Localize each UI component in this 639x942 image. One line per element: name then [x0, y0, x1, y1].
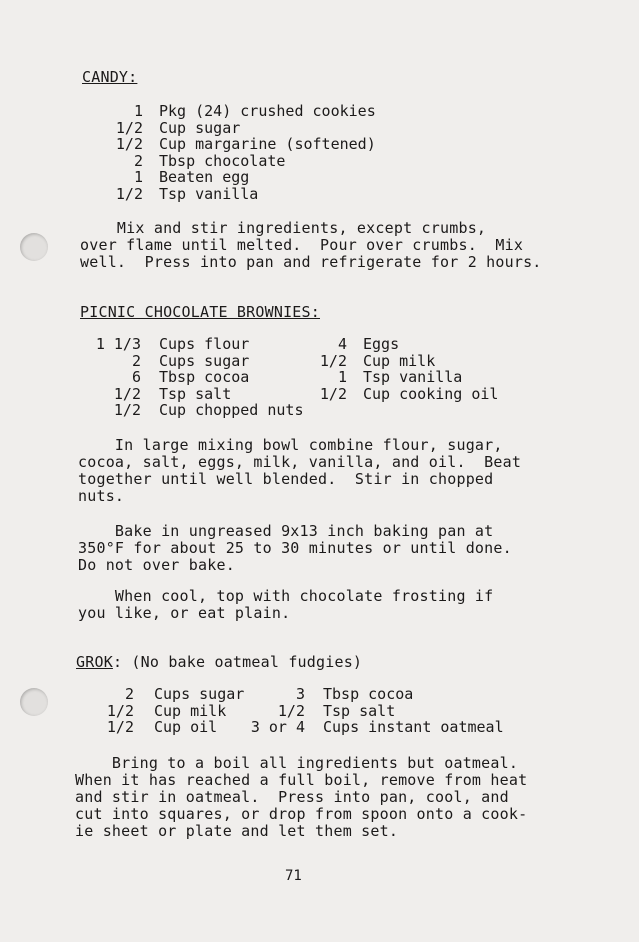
ingredient-item: Tbsp cocoa	[323, 685, 414, 703]
ingredient-qty: 1/2	[113, 401, 141, 420]
ingredient-item: Cup margarine (softened)	[159, 135, 376, 154]
ingredient-row	[100, 169, 376, 186]
ingredient-row	[100, 103, 376, 120]
ingredient-item: Beaten egg	[159, 168, 250, 187]
text-line: Do not over bake.	[78, 556, 235, 574]
ingredient-qty: 1/2	[319, 351, 347, 370]
text-line: 350°F for about 25 to 30 minutes or until done.	[78, 539, 512, 557]
ingredient-item: Cups sugar	[159, 351, 250, 370]
ingredient-qty: 3 or 4	[250, 718, 305, 737]
ingredient-row	[245, 686, 504, 703]
ingredient-item: Cup milk	[154, 701, 227, 720]
ingredient-row	[100, 686, 244, 703]
ingredient-qty: 2	[133, 151, 143, 170]
ingredient-item: Cups flour	[159, 335, 250, 353]
ingredient-item: Cup milk	[363, 351, 436, 370]
ingredient-qty: 1/2	[277, 701, 305, 720]
ingredient-qty: 1/2	[106, 718, 134, 737]
ingredient-item: Cup oil	[154, 718, 218, 737]
ingredient-qty: 2	[131, 351, 141, 370]
ingredient-item: Cup chopped nuts	[159, 401, 304, 420]
ingredient-qty: 4	[337, 335, 347, 353]
ingredient-row	[100, 153, 376, 170]
grok-directions	[75, 755, 527, 840]
ingredient-item: Cup cooking oil	[363, 384, 499, 403]
text-line: Mix and stir ingredients, except crumbs,	[80, 219, 487, 237]
text-line: When cool, top with chocolate frosting if	[78, 587, 494, 605]
ingredient-qty: 2	[124, 685, 134, 703]
candy-heading: CANDY:	[82, 68, 138, 86]
brownies-ingredients-right	[305, 336, 498, 402]
grok-subtitle: : (No bake oatmeal fudgies)	[112, 653, 363, 671]
ingredient-qty: 1 1/3	[95, 335, 141, 353]
ingredient-item: Tbsp chocolate	[159, 151, 286, 170]
ingredient-qty: 3	[295, 685, 305, 703]
ingredient-row	[88, 402, 304, 419]
ingredient-qty: 1	[337, 368, 347, 387]
text-line: you like, or eat plain.	[78, 604, 291, 622]
ingredient-row	[88, 369, 304, 386]
ingredient-row	[88, 353, 304, 370]
page-number: 71	[285, 868, 302, 884]
ingredient-row	[305, 369, 498, 386]
brownies-baking-directions	[78, 523, 512, 574]
binder-hole	[20, 688, 48, 716]
ingredient-row	[305, 386, 498, 403]
ingredient-item: Pkg (24) crushed cookies	[159, 102, 376, 120]
grok-heading: GROK	[76, 653, 113, 671]
ingredient-qty: 1/2	[115, 118, 143, 137]
brownies-heading: PICNIC CHOCOLATE BROWNIES:	[80, 303, 320, 321]
brownies-mixing-directions	[78, 437, 521, 505]
text-line: well. Press into pan and refrigerate for 2 hours.	[80, 253, 542, 271]
ingredient-item: Tsp salt	[159, 384, 232, 403]
ingredient-row	[100, 186, 376, 203]
ingredient-row	[245, 703, 504, 720]
ingredient-row	[88, 336, 304, 353]
ingredient-item: Cup sugar	[159, 118, 241, 137]
binder-hole	[20, 233, 48, 261]
ingredient-row	[100, 136, 376, 153]
brownies-frosting-directions	[78, 588, 493, 622]
ingredient-qty: 6	[131, 368, 141, 387]
text-line: In large mixing bowl combine flour, sugar,	[78, 436, 503, 454]
ingredient-item: Eggs	[363, 335, 400, 353]
ingredient-qty: 1	[133, 168, 143, 187]
ingredient-row	[88, 386, 304, 403]
text-line: cocoa, salt, eggs, milk, vanilla, and oil. Beat	[78, 453, 522, 471]
text-line: Bring to a boil all ingredients but oatmeal.	[75, 754, 519, 772]
ingredient-row	[100, 719, 244, 736]
ingredient-row	[305, 353, 498, 370]
brownies-ingredients-left	[88, 336, 304, 419]
ingredient-item: Tbsp cocoa	[159, 368, 250, 387]
ingredient-item: Tsp vanilla	[363, 368, 463, 387]
text-line: together until well blended. Stir in chopped	[78, 470, 494, 488]
grok-heading-line	[76, 653, 362, 671]
text-line: When it has reached a full boil, remove from heat	[75, 771, 528, 789]
candy-ingredient-list	[100, 103, 376, 203]
ingredient-item: Cups instant oatmeal	[323, 718, 504, 737]
candy-directions	[80, 220, 542, 271]
ingredient-qty: 1/2	[115, 135, 143, 154]
ingredient-qty: 1/2	[113, 384, 141, 403]
ingredient-row	[100, 120, 376, 137]
ingredient-item: Tsp vanilla	[159, 184, 259, 203]
text-line: nuts.	[78, 487, 125, 505]
text-line: ie sheet or plate and let them set.	[75, 822, 399, 840]
grok-ingredients-left	[100, 686, 244, 736]
ingredient-row	[305, 336, 498, 353]
ingredient-qty: 1/2	[106, 701, 134, 720]
text-line: Bake in ungreased 9x13 inch baking pan at	[78, 522, 494, 540]
ingredient-qty: 1/2	[115, 184, 143, 203]
grok-ingredients-right	[245, 686, 504, 736]
text-line: and stir in oatmeal. Press into pan, cool, and	[75, 788, 509, 806]
ingredient-item: Tsp salt	[323, 701, 396, 720]
ingredient-qty: 1	[133, 102, 143, 120]
text-line: cut into squares, or drop from spoon onto a cook-	[75, 805, 528, 823]
ingredient-row	[100, 703, 244, 720]
ingredient-row	[245, 719, 504, 736]
text-line: over flame until melted. Pour over crumbs. Mix	[80, 236, 524, 254]
ingredient-item: Cups sugar	[154, 685, 245, 703]
ingredient-qty: 1/2	[319, 384, 347, 403]
